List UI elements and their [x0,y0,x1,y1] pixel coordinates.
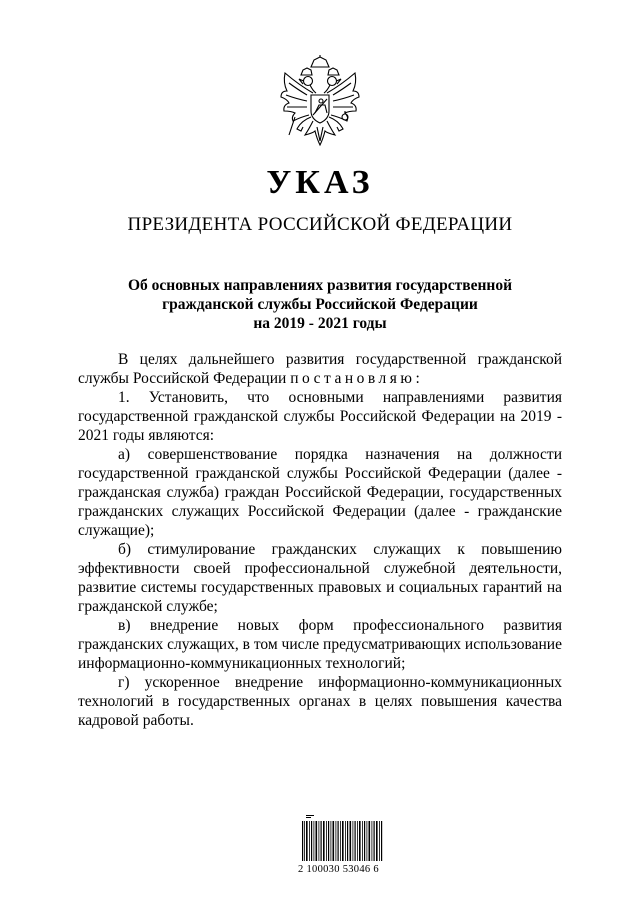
intro-paragraph [78,350,562,388]
document-heading [80,276,560,333]
document-subtitle: ПРЕЗИДЕНТА РОССИЙСКОЙ ФЕДЕРАЦИИ [127,214,513,235]
barcode [300,813,390,883]
heading-line: на 2019 - 2021 годы [253,315,387,332]
state-emblem-icon [275,55,365,155]
barcode-number: 2 100030 53046 6 [298,864,379,875]
item-g: г) ускоренное внедрение информационно-коммуникационных технологий в государственных органах в целях повышения качества кадровой работы. [78,674,562,729]
item-a: а) совершенствование порядка назначения на должности государственной гражданской службы Российской Федерации (далее - гражданская служба) граждан Российской Федерации, государственных гражданских служащих Российской Федерации (далее - гражданские служащие); [78,446,562,539]
document-body [78,350,562,730]
heading-line: Об основных направлениях развития государственной [127,277,513,294]
item-v: в) внедрение новых форм профессионального развития гражданских служащих, в том числе предусматривающих использование информационно-коммуникационных технологий; [78,617,562,672]
intro-text: В целях дальнейшего развития государственной гражданской службы Российской Федерации [78,351,562,387]
barcode-icon [300,813,390,863]
heading-line: гражданской службы Российской Федерации [162,296,478,313]
item-b: б) стимулирование гражданских служащих к повышению эффективности своей профессиональной служебной деятельности, развитие системы государственных правовых и социальных гарантий на гражданской службе; [78,541,562,615]
intro-decree-word: постановляю [290,370,416,387]
point-1: 1. Установить, что основными направлениями развития государственной гражданской службы Российской Федерации на 2019 - 2021 годы являются: [78,389,562,444]
document-title: УКАЗ [266,164,374,201]
intro-colon: : [415,370,420,387]
